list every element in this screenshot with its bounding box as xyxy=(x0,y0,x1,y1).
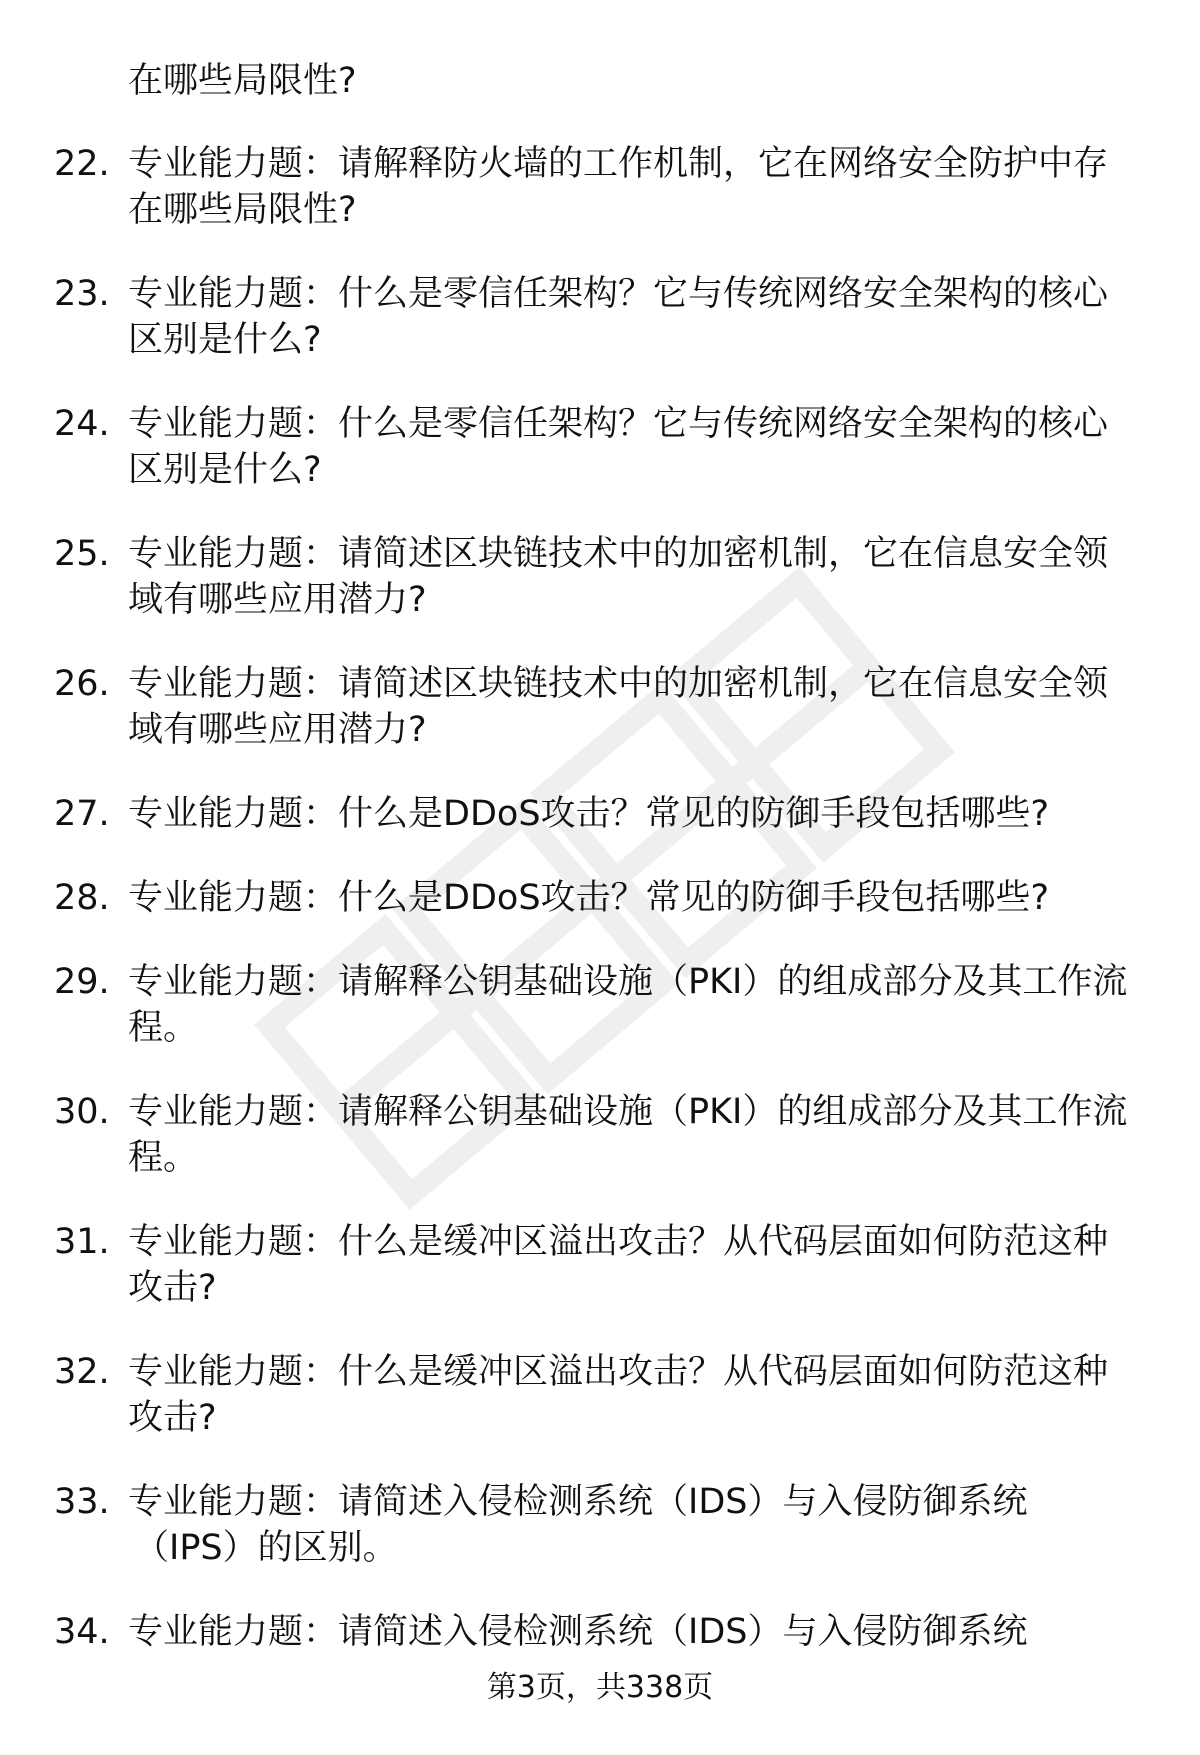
question-list xyxy=(0,141,1200,1693)
question-line: 专业能力题：什么是零信任架构？它与传统网络安全架构的核心 xyxy=(128,274,1109,314)
question-item xyxy=(0,271,1200,363)
question-line: 域有哪些应用潜力? xyxy=(128,580,427,620)
question-item xyxy=(0,1219,1200,1311)
question-item xyxy=(0,1479,1200,1571)
question-number: 25. xyxy=(54,534,110,574)
question-text xyxy=(128,1349,1158,1441)
question-number: 26. xyxy=(54,664,110,704)
question-line: （IPS）的区别。 xyxy=(134,1528,398,1568)
continued-question-fragment: 在哪些局限性? xyxy=(128,61,357,101)
question-number: 29. xyxy=(54,962,110,1002)
question-line: 专业能力题：什么是缓冲区溢出攻击？从代码层面如何防范这种 xyxy=(128,1222,1109,1262)
question-number: 30. xyxy=(54,1092,110,1132)
question-number: 27. xyxy=(54,794,110,834)
question-text xyxy=(128,271,1158,363)
question-line: 专业能力题：请解释公钥基础设施（PKI）的组成部分及其工作流 xyxy=(128,962,1128,1002)
page-footer: 第3页，共338页 xyxy=(486,1670,714,1705)
question-line: 域有哪些应用潜力? xyxy=(128,710,427,750)
question-text xyxy=(128,959,1158,1051)
question-number: 23. xyxy=(54,274,110,314)
question-line: 专业能力题：什么是缓冲区溢出攻击？从代码层面如何防范这种 xyxy=(128,1352,1109,1392)
question-number: 31. xyxy=(54,1222,110,1262)
question-text xyxy=(128,1609,1158,1655)
question-line: 专业能力题：请简述区块链技术中的加密机制，它在信息安全领 xyxy=(128,534,1109,574)
question-text xyxy=(128,791,1158,837)
question-line: 专业能力题：请解释公钥基础设施（PKI）的组成部分及其工作流 xyxy=(128,1092,1128,1132)
question-line: 专业能力题：请简述入侵检测系统（IDS）与入侵防御系统 xyxy=(128,1612,1028,1652)
question-text xyxy=(128,401,1158,493)
question-item xyxy=(0,1609,1200,1655)
question-item xyxy=(0,791,1200,837)
question-line: 专业能力题：请简述入侵检测系统（IDS）与入侵防御系统 xyxy=(128,1482,1028,1522)
question-number: 24. xyxy=(54,404,110,444)
question-text xyxy=(128,1479,1158,1571)
question-line: 区别是什么? xyxy=(128,320,322,360)
question-item xyxy=(0,1349,1200,1441)
question-line: 专业能力题：什么是DDoS攻击？常见的防御手段包括哪些? xyxy=(128,878,1050,918)
question-line: 专业能力题：请简述区块链技术中的加密机制，它在信息安全领 xyxy=(128,664,1109,704)
question-number: 32. xyxy=(54,1352,110,1392)
question-item xyxy=(0,661,1200,753)
question-number: 22. xyxy=(54,144,110,184)
question-line: 程。 xyxy=(128,1138,199,1178)
question-text xyxy=(128,875,1158,921)
question-text xyxy=(128,1089,1158,1181)
question-text xyxy=(128,531,1158,623)
question-line: 专业能力题：请解释防火墙的工作机制，它在网络安全防护中存 xyxy=(128,144,1109,184)
question-item xyxy=(0,531,1200,623)
question-item xyxy=(0,401,1200,493)
question-line: 区别是什么? xyxy=(128,450,322,490)
question-text xyxy=(128,1219,1158,1311)
question-line: 专业能力题：什么是零信任架构？它与传统网络安全架构的核心 xyxy=(128,404,1109,444)
question-line: 专业能力题：什么是DDoS攻击？常见的防御手段包括哪些? xyxy=(128,794,1050,834)
question-text xyxy=(128,661,1158,753)
question-item xyxy=(0,959,1200,1051)
question-line: 攻击? xyxy=(128,1268,217,1308)
question-number: 28. xyxy=(54,878,110,918)
question-line: 在哪些局限性? xyxy=(128,190,357,230)
question-number: 34. xyxy=(54,1612,110,1652)
question-text xyxy=(128,141,1158,233)
question-item xyxy=(0,141,1200,233)
question-number: 33. xyxy=(54,1482,110,1522)
question-item xyxy=(0,1089,1200,1181)
question-line: 攻击? xyxy=(128,1398,217,1438)
question-item xyxy=(0,875,1200,921)
question-line: 程。 xyxy=(128,1008,199,1048)
